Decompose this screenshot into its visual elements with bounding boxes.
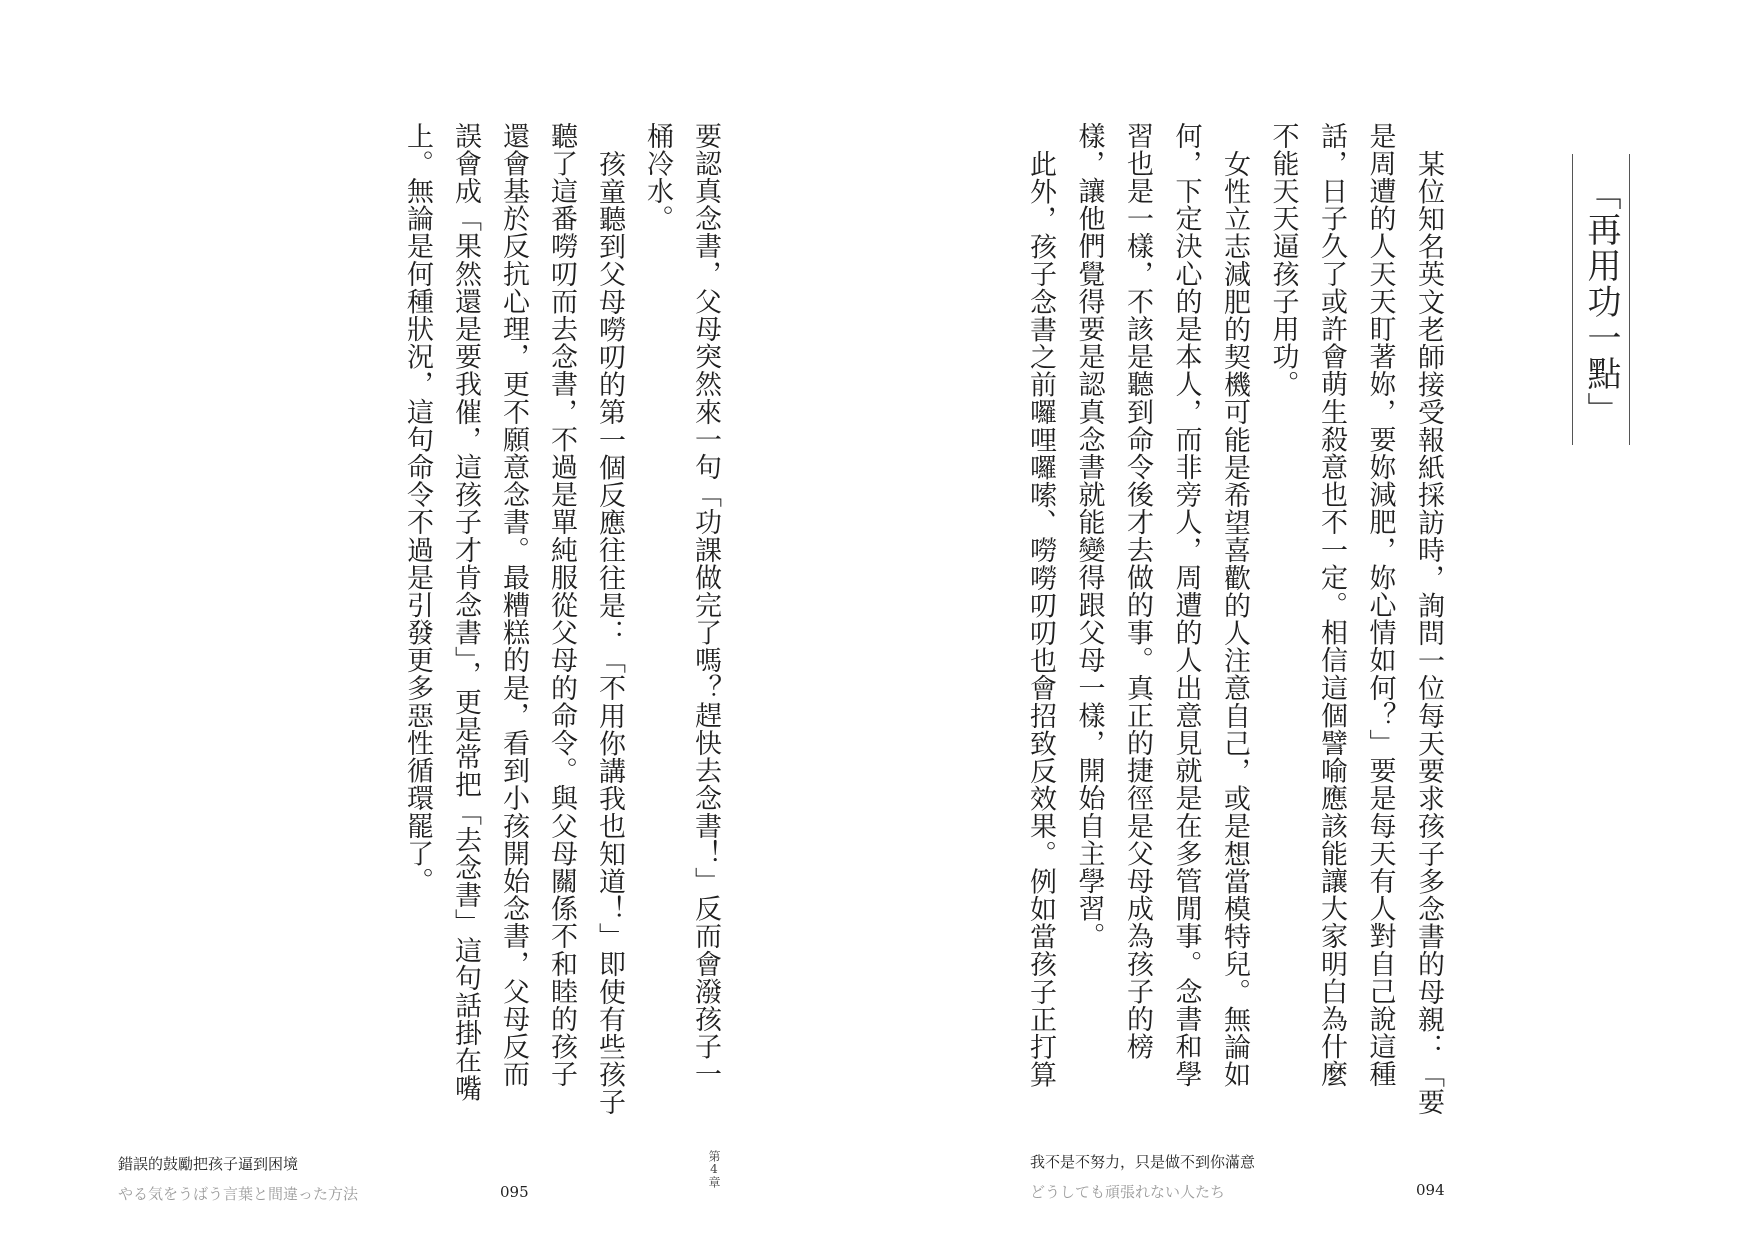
text-column: 要認真念書，父母突然來一句「功課做完了嗎？趕快去念書！」反而會潑孩子一 xyxy=(690,122,721,1088)
text-column: 是周遭的人天天盯著妳，要妳減肥，妳心情如何？」要是每天有人對自己說這種 xyxy=(1364,122,1396,1088)
text-column: 上。無論是何種狀況，這句命令不過是引發更多惡性循環罷了。 xyxy=(402,122,433,895)
text-column: 聽了這番嘮叨而去念書，不過是單純服從父母的命令。與父母關係不和睦的孩子 xyxy=(546,122,577,1088)
text-column: 樣，讓他們覺得要是認真念書就能變得跟父母一樣，開始自主學習。 xyxy=(1073,122,1105,950)
text-column: 不能天天逼孩子用功。 xyxy=(1267,122,1299,398)
right-running-subtitle: どうしても頑張れない人たち xyxy=(1030,1183,1226,1201)
right-running-title: 我不是不努力，只是做不到你滿意 xyxy=(1030,1153,1256,1171)
text-column: 誤會成「果然還是要我催，這孩子才肯念書」，更是常把「去念書」這句話掛在嘴 xyxy=(450,122,481,1103)
text-column: 女性立志減肥的契機可能是希望喜歡的人注意自己，或是想當模特兒。無論如 xyxy=(1219,150,1250,1089)
right-page-number: 094 xyxy=(1416,1181,1445,1199)
text-column: 還會基於反抗心理，更不願意念書。最糟糕的是，看到小孩開始念書，父母反而 xyxy=(498,122,529,1088)
text-column: 桶冷水。 xyxy=(642,122,673,233)
section-title-box xyxy=(1572,154,1630,445)
text-column: 此外，孩子念書之前囉哩囉嗦、嘮嘮叨叨也會招致反效果。例如當孩子正打算 xyxy=(1025,150,1056,1089)
chapter-label: 第4章 xyxy=(707,1150,721,1188)
left-page-number: 095 xyxy=(500,1183,529,1201)
text-column: 何，下定決心的是本人，而非旁人，周遭的人出意見就是在多管閒事。念書和學 xyxy=(1170,122,1202,1088)
text-column: 某位知名英文老師接受報紙採訪時，詢問一位每天要求孩子多念書的母親：「要 xyxy=(1413,150,1444,1116)
left-running-subtitle: やる気をうばう言葉と間違った方法 xyxy=(118,1185,359,1203)
section-title: 「再用功一點」 xyxy=(1581,176,1621,428)
left-running-title: 錯誤的鼓勵把孩子逼到困境 xyxy=(118,1155,299,1173)
text-column: 話，日子久了或許會萌生殺意也不一定。相信這個譬喻應該能讓大家明白為什麼 xyxy=(1316,122,1347,1088)
text-column: 孩童聽到父母嘮叨的第一個反應往往是：「不用你講我也知道！」即使有些孩子 xyxy=(594,150,625,1116)
text-column: 習也是一樣，不該是聽到命令後才去做的事。真正的捷徑是父母成為孩子的榜 xyxy=(1122,122,1153,1061)
